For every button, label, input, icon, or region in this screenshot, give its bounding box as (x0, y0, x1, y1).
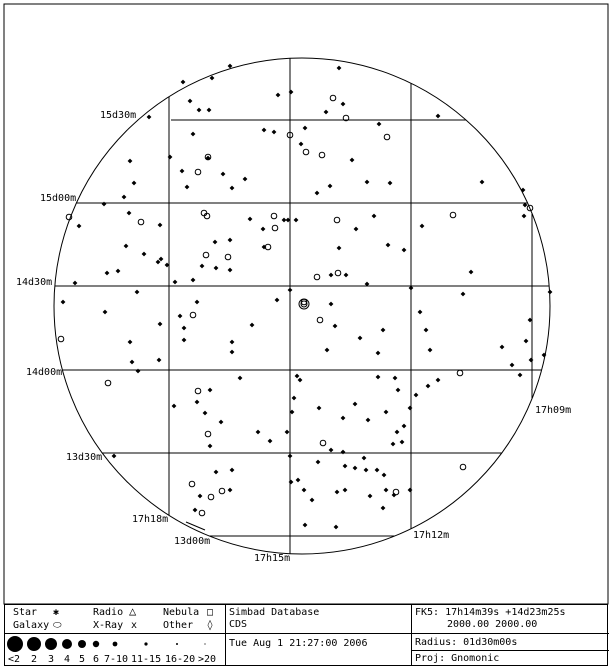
galaxy-marker (195, 169, 201, 175)
other-object-marker (400, 440, 405, 445)
other-object-marker (208, 444, 213, 449)
dec-label: 14d00m (26, 367, 63, 378)
other-object-marker (366, 418, 371, 423)
other-object-marker (436, 114, 441, 119)
other-object-marker (182, 326, 187, 331)
other-object-marker (191, 132, 196, 137)
other-object-marker (325, 348, 330, 353)
other-object-marker (105, 271, 110, 276)
other-object-marker (316, 460, 321, 465)
x-icon: x (131, 620, 138, 631)
galaxy-marker (195, 388, 201, 394)
other-object-marker (402, 424, 407, 429)
dec-label: 14d30m (16, 277, 53, 288)
other-object-marker (256, 430, 261, 435)
other-object-marker (341, 450, 346, 455)
ra-label: 17h09m (535, 405, 572, 416)
object-markers (58, 64, 552, 530)
other-object-marker (302, 488, 307, 493)
other-object-marker (368, 494, 373, 499)
epoch-equinox: 2000.00 2000.00 (447, 619, 538, 630)
dec-label: 15d30m (100, 110, 137, 121)
database-name: Simbad Database (229, 607, 320, 618)
field-radius: Radius: 01d30m00s (415, 637, 518, 648)
legend-type-label: Galaxy (13, 620, 50, 631)
other-object-marker (289, 480, 294, 485)
other-object-marker (203, 411, 208, 416)
fk5-coordinates: FK5: 17h14m39s +14d23m25s (415, 607, 566, 618)
database-source: CDS (229, 619, 248, 630)
mag-label: <2 (8, 654, 21, 665)
other-object-marker (230, 340, 235, 345)
mag-dot (204, 643, 205, 644)
other-object-marker (173, 280, 178, 285)
galaxy-marker (317, 317, 323, 323)
other-object-marker (128, 159, 133, 164)
mag-dot (176, 643, 178, 645)
other-object-marker (132, 181, 137, 186)
legend-divider (225, 605, 226, 665)
other-object-marker (288, 288, 293, 293)
other-object-marker (157, 358, 162, 363)
other-object-marker (77, 224, 82, 229)
other-object-marker (329, 448, 334, 453)
other-object-marker (288, 454, 293, 459)
ra-label: 17h15m (254, 553, 291, 564)
other-object-marker (248, 217, 253, 222)
projection: Proj: Gnomonic (415, 653, 500, 664)
other-object-marker (228, 238, 233, 243)
other-object-marker (418, 310, 423, 315)
other-object-marker (221, 172, 226, 177)
other-object-marker (243, 177, 248, 182)
other-object-marker (469, 270, 474, 275)
other-object-marker (262, 128, 267, 133)
other-object-marker (510, 363, 515, 368)
other-object-marker (402, 248, 407, 253)
other-object-marker (408, 488, 413, 493)
other-object-marker (180, 169, 185, 174)
other-object-marker (296, 478, 301, 483)
other-object-marker (214, 470, 219, 475)
other-object-marker (103, 310, 108, 315)
other-object-marker (198, 494, 203, 499)
legend-panel (4, 604, 608, 666)
galaxy-marker (105, 380, 111, 386)
other-object-marker (395, 430, 400, 435)
galaxy-marker (320, 440, 326, 446)
other-object-marker (376, 351, 381, 356)
ellipse-icon: ⬭ (53, 620, 62, 631)
other-object-marker (200, 264, 205, 269)
other-object-marker (261, 227, 266, 232)
other-object-marker (376, 375, 381, 380)
dec-label: 13d30m (66, 452, 103, 463)
mag-label: 6 (93, 654, 100, 665)
other-object-marker (61, 300, 66, 305)
other-object-marker (191, 278, 196, 283)
mag-dot (93, 641, 99, 647)
other-object-marker (329, 302, 334, 307)
galaxy-marker (314, 274, 320, 280)
other-object-marker (393, 376, 398, 381)
mag-dot (27, 637, 41, 651)
dec-label: 15d00m (40, 193, 77, 204)
galaxy-marker (199, 510, 205, 516)
other-object-marker (388, 181, 393, 186)
galaxy-marker (384, 134, 390, 140)
galaxy-marker (272, 225, 278, 231)
mag-label: 5 (79, 654, 86, 665)
legend-divider (225, 633, 411, 634)
other-object-marker (188, 99, 193, 104)
mag-label: 3 (48, 654, 55, 665)
galaxy-marker (335, 270, 341, 276)
other-object-marker (317, 406, 322, 411)
legend-divider (411, 633, 609, 634)
legend-type-label: Other (163, 620, 194, 631)
galaxy-marker (225, 254, 231, 260)
galaxy-marker (319, 152, 325, 158)
other-object-marker (396, 388, 401, 393)
other-object-marker (310, 498, 315, 503)
galaxy-marker (219, 488, 225, 494)
other-object-marker (303, 126, 308, 131)
other-object-marker (424, 328, 429, 333)
other-object-marker (353, 466, 358, 471)
other-object-marker (420, 224, 425, 229)
other-object-marker (381, 506, 386, 511)
legend-divider (411, 605, 412, 665)
galaxy-marker (58, 336, 64, 342)
galaxy-marker (190, 312, 196, 318)
other-object-marker (375, 468, 380, 473)
other-object-marker (122, 195, 127, 200)
other-object-marker (548, 290, 553, 295)
other-object-marker (230, 186, 235, 191)
coordinate-grid (54, 56, 550, 560)
mag-label: 11-15 (131, 654, 162, 665)
other-object-marker (480, 180, 485, 185)
other-object-marker (522, 214, 527, 219)
other-object-marker (365, 180, 370, 185)
mag-dot (113, 642, 118, 647)
other-object-marker (210, 76, 215, 81)
triangle-icon: △ (129, 604, 137, 618)
mag-label: 2 (31, 654, 38, 665)
other-object-marker (384, 410, 389, 415)
other-object-marker (268, 439, 273, 444)
other-object-marker (230, 350, 235, 355)
other-object-marker (334, 525, 339, 530)
other-object-marker (208, 388, 213, 393)
galaxy-marker (189, 481, 195, 487)
other-object-marker (182, 338, 187, 343)
other-object-marker (335, 490, 340, 495)
galaxy-marker (138, 219, 144, 225)
legend-type-label: Nebula (163, 607, 200, 618)
mag-label: 7-10 (104, 654, 129, 665)
other-object-marker (181, 80, 186, 85)
other-object-marker (158, 223, 163, 228)
galaxy-marker (203, 252, 209, 258)
other-object-marker (294, 218, 299, 223)
other-object-marker (250, 323, 255, 328)
mag-dot (62, 639, 72, 649)
other-object-marker (136, 369, 141, 374)
other-object-marker (341, 416, 346, 421)
galaxy-marker (330, 95, 336, 101)
mag-label: 16-20 (165, 654, 196, 665)
other-object-marker (276, 93, 281, 98)
other-object-marker (500, 345, 505, 350)
other-object-marker (328, 184, 333, 189)
mag-dot (7, 636, 23, 652)
other-object-marker (414, 393, 419, 398)
other-object-marker (292, 396, 297, 401)
other-object-marker (102, 202, 107, 207)
other-object-marker (391, 442, 396, 447)
other-object-marker (230, 468, 235, 473)
legend-type-label: Radio (93, 607, 124, 618)
other-object-marker (172, 404, 177, 409)
square-icon: □ (207, 607, 214, 618)
other-object-marker (382, 473, 387, 478)
other-object-marker (315, 191, 320, 196)
galaxy-marker (303, 149, 309, 155)
other-object-marker (127, 211, 132, 216)
other-object-marker (341, 102, 346, 107)
other-object-marker (298, 378, 303, 383)
other-object-marker (195, 300, 200, 305)
other-object-marker (461, 292, 466, 297)
other-object-marker (168, 155, 173, 160)
mag-dot (78, 640, 86, 648)
other-object-marker (195, 400, 200, 405)
other-object-marker (112, 454, 117, 459)
other-object-marker (135, 290, 140, 295)
galaxy-marker (457, 370, 463, 376)
other-object-marker (362, 456, 367, 461)
other-object-marker (289, 90, 294, 95)
galaxy-marker (205, 431, 211, 437)
other-object-marker (518, 373, 523, 378)
other-object-marker (344, 273, 349, 278)
other-object-marker (436, 378, 441, 383)
other-object-marker (386, 243, 391, 248)
ra-label: 17h12m (413, 530, 450, 541)
other-object-marker (358, 336, 363, 341)
mag-label: >20 (198, 654, 217, 665)
timestamp: Tue Aug 1 21:27:00 2006 (229, 638, 368, 649)
other-object-marker (285, 430, 290, 435)
other-object-marker (272, 130, 277, 135)
other-object-marker (428, 348, 433, 353)
galaxy-marker (460, 464, 466, 470)
galaxy-marker (450, 212, 456, 218)
other-object-marker (197, 108, 202, 113)
mag-label: 4 (64, 654, 71, 665)
other-object-marker (350, 158, 355, 163)
other-object-marker (207, 108, 212, 113)
other-object-marker (303, 523, 308, 528)
other-object-marker (353, 402, 358, 407)
other-object-marker (193, 508, 198, 513)
other-object-marker (529, 358, 534, 363)
other-object-marker (214, 266, 219, 271)
other-object-marker (372, 214, 377, 219)
legend-type-label: Star (13, 607, 38, 618)
other-object-marker (158, 322, 163, 327)
other-object-marker (228, 268, 233, 273)
mag-dot (45, 638, 57, 650)
legend-type-label: X-Ray (93, 620, 124, 631)
other-object-marker (426, 384, 431, 389)
other-object-marker (275, 298, 280, 303)
other-object-marker (185, 185, 190, 190)
other-object-marker (381, 328, 386, 333)
other-object-marker (333, 324, 338, 329)
galaxy-marker (334, 217, 340, 223)
ra-label: 17h18m (132, 514, 169, 525)
other-object-marker (116, 269, 121, 274)
other-object-marker (337, 246, 342, 251)
other-object-marker (377, 122, 382, 127)
filled-star-icon: ✱ (53, 607, 60, 618)
other-object-marker (73, 281, 78, 286)
other-object-marker (521, 188, 526, 193)
ra-grid-line (186, 522, 205, 530)
other-object-marker (299, 142, 304, 147)
mag-dot (144, 642, 147, 645)
other-object-marker (128, 340, 133, 345)
other-object-marker (156, 260, 161, 265)
other-object-marker (130, 360, 135, 365)
legend-divider (411, 650, 609, 651)
other-object-marker (142, 252, 147, 257)
diamond-icon: ◊ (207, 620, 214, 631)
other-object-marker (238, 376, 243, 381)
dec-label: 13d00m (174, 536, 211, 547)
galaxy-marker (208, 494, 214, 500)
other-object-marker (343, 488, 348, 493)
other-object-marker (178, 314, 183, 319)
other-object-marker (354, 227, 359, 232)
other-object-marker (213, 240, 218, 245)
other-object-marker (384, 488, 389, 493)
other-object-marker (343, 464, 348, 469)
galaxy-marker (393, 489, 399, 495)
other-object-marker (364, 468, 369, 473)
other-object-marker (228, 488, 233, 493)
other-object-marker (124, 244, 129, 249)
galaxy-marker (271, 213, 277, 219)
other-object-marker (295, 374, 300, 379)
other-object-marker (159, 257, 164, 262)
other-object-marker (219, 420, 224, 425)
other-object-marker (337, 66, 342, 71)
other-object-marker (147, 115, 152, 120)
other-object-marker (524, 339, 529, 344)
other-object-marker (324, 110, 329, 115)
other-object-marker (408, 406, 413, 411)
grid-labels (16, 110, 571, 564)
other-object-marker (329, 273, 334, 278)
